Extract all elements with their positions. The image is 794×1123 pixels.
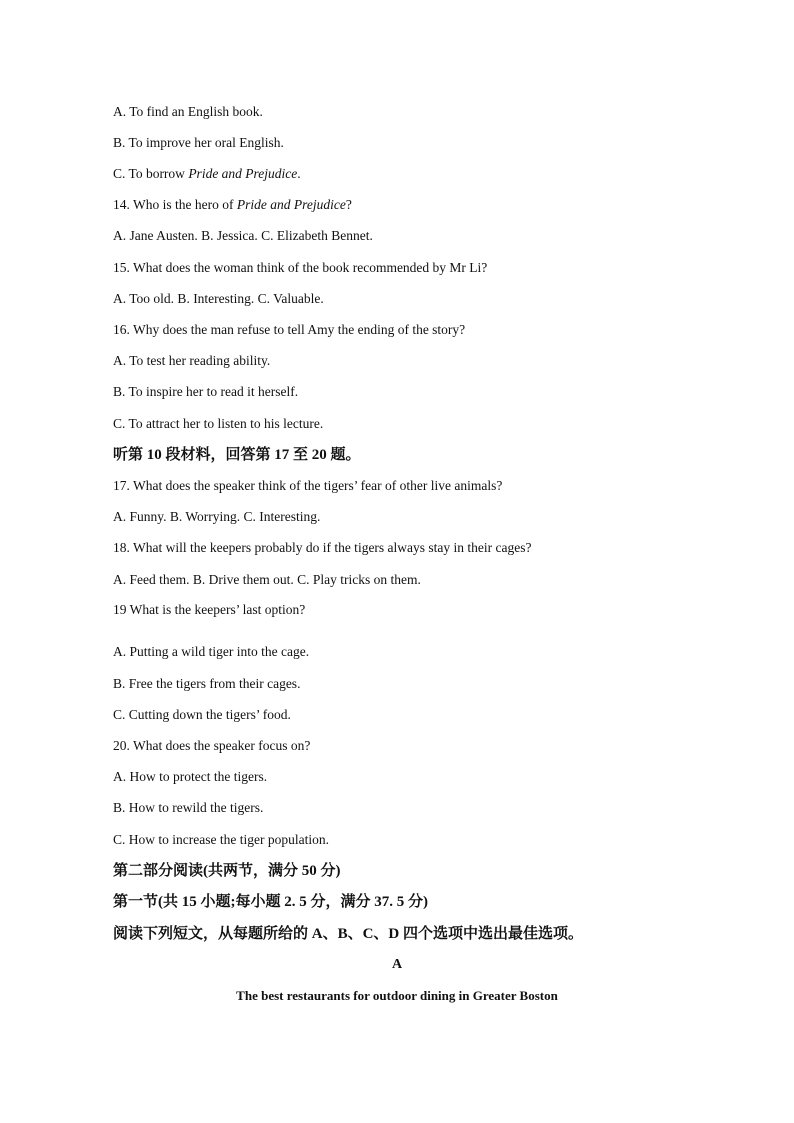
question-18: 18. What will the keepers probably do if the tigers always stay in their cages? bbox=[113, 540, 532, 555]
option-16b: B. To inspire her to read it herself. bbox=[113, 384, 299, 399]
option-13b: B. To improve her oral English. bbox=[113, 135, 284, 150]
options-17: A. Funny. B. Worrying. C. Interesting. bbox=[113, 509, 321, 524]
book-title: Pride and Prejudice bbox=[236, 197, 346, 212]
part-two-heading: 第二部分阅读(共两节，满分 50 分) bbox=[113, 863, 341, 879]
option-19c: C. Cutting down the tigers’ food. bbox=[113, 707, 291, 722]
option-13a: A. To find an English book. bbox=[113, 104, 263, 119]
options-14: A. Jane Austen. B. Jessica. C. Elizabeth Bennet. bbox=[113, 228, 373, 243]
passage-letter: A bbox=[391, 957, 403, 972]
option-13c: C. To borrow Pride and Prejudice. bbox=[113, 166, 301, 181]
question-15: 15. What does the woman think of the book recommended by Mr Li? bbox=[113, 260, 488, 275]
option-19a: A. Putting a wild tiger into the cage. bbox=[113, 644, 310, 659]
options-15: A. Too old. B. Interesting. C. Valuable. bbox=[113, 291, 324, 306]
option-20a: A. How to protect the tigers. bbox=[113, 769, 268, 784]
option-16a: A. To test her reading ability. bbox=[113, 353, 271, 368]
section-one-heading: 第一节(共 15 小题;每小题 2. 5 分，满分 37. 5 分) bbox=[113, 894, 428, 910]
section-heading-10: 听第 10 段材料，回答第 17 至 20 题。 bbox=[113, 447, 361, 463]
question-14: 14. Who is the hero of Pride and Prejudice? bbox=[113, 197, 352, 212]
question-17: 17. What does the speaker think of the tigers’ fear of other live animals? bbox=[113, 478, 503, 493]
option-20c: C. How to increase the tiger population. bbox=[113, 832, 329, 847]
book-title: Pride and Prejudice bbox=[188, 166, 298, 181]
question-16: 16. Why does the man refuse to tell Amy the ending of the story? bbox=[113, 322, 466, 337]
option-20b: B. How to rewild the tigers. bbox=[113, 800, 264, 815]
option-16c: C. To attract her to listen to his lecture. bbox=[113, 416, 324, 431]
question-19: 19 What is the keepers’ last option? bbox=[113, 602, 306, 617]
reading-instruction: 阅读下列短文，从每题所给的 A、B、C、D 四个选项中选出最佳选项。 bbox=[113, 926, 584, 942]
options-18: A. Feed them. B. Drive them out. C. Play tricks on them. bbox=[113, 572, 421, 587]
passage-title: The best restaurants for outdoor dining in Greater Boston bbox=[236, 988, 558, 1003]
option-19b: B. Free the tigers from their cages. bbox=[113, 676, 301, 691]
question-20: 20. What does the speaker focus on? bbox=[113, 738, 311, 753]
